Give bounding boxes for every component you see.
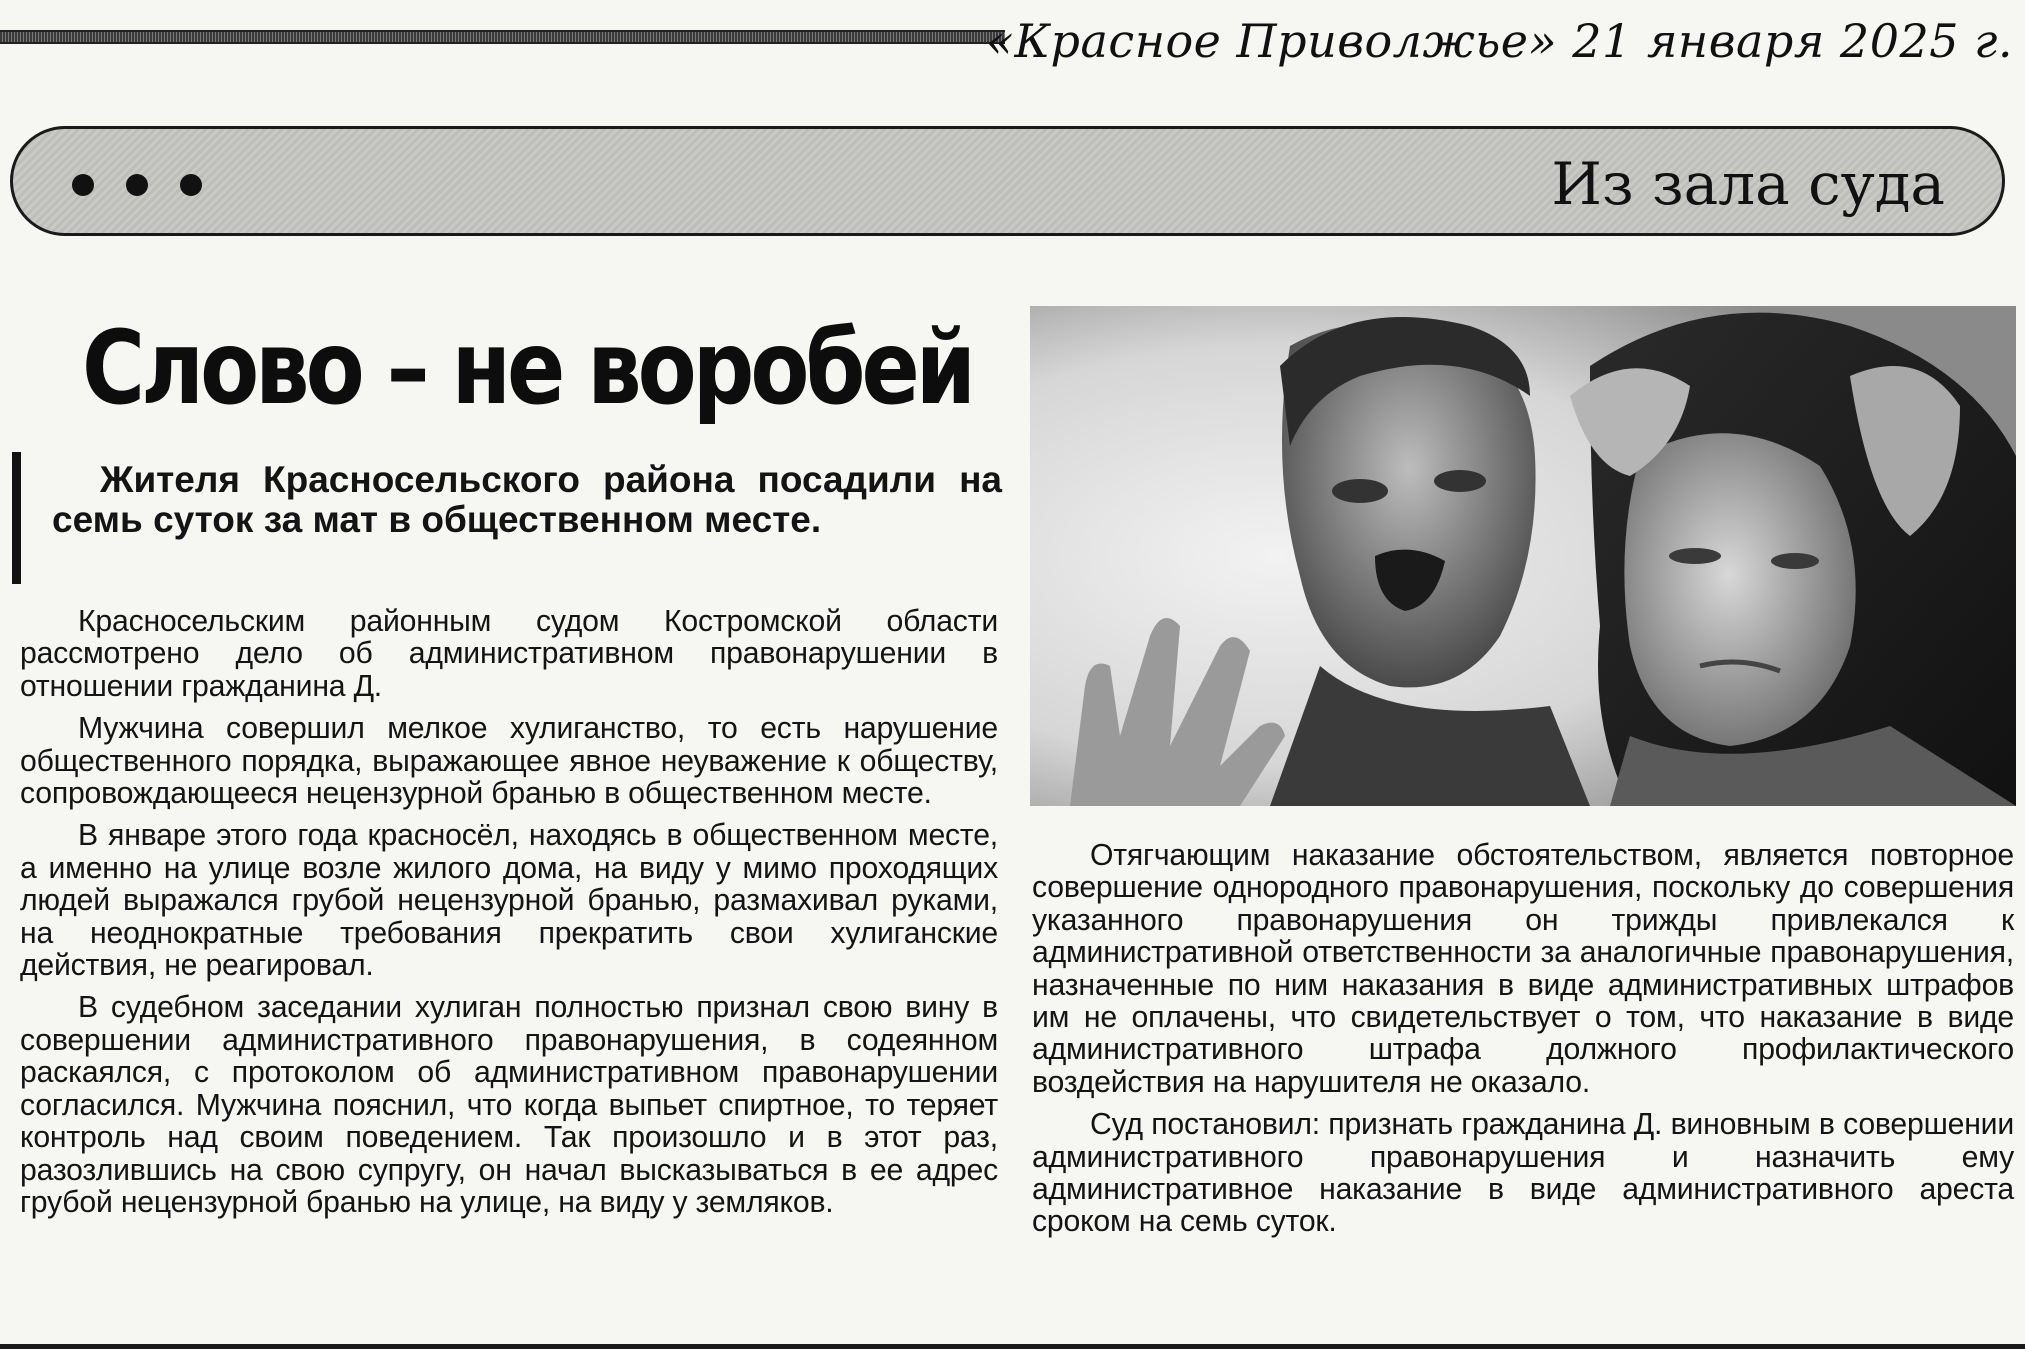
masthead-rule	[0, 30, 1005, 44]
paragraph: В судебном заседании хулиган полностью признал свою вину в совершении административного правонарушения, в содеянном раскаялся, с протоколом об административном правонарушении согласился. Мужчина пояснил, что когда выпьет спиртное, то теряет контроль над своим поведением. Так произошло и в этот раз, разозлившись на свою супругу, он начал высказываться в ее адрес грубой нецензурной бранью на улице, на виду у земляков.	[20, 991, 998, 1219]
three-dots-icon	[72, 174, 202, 196]
article-headline: Слово – не воробей	[82, 309, 973, 428]
photo-illustration	[1030, 306, 2016, 806]
article-column-right	[1032, 840, 2014, 1249]
page-bottom-rule	[0, 1344, 2025, 1349]
paragraph: В январе этого года красносёл, находясь в общественном месте, а именно на улице возле жилого дома, на виду у мимо проходящих людей выражался грубой нецензурной бранью, размахивал руками, на неоднократные требования прекратить свои хулиганские действия, не реагировал.	[20, 819, 998, 983]
paragraph: Мужчина совершил мелкое хулиганство, то есть нарушение общественного порядка, выражающее явное неуважение к обществу, сопровождающееся нецензурной бранью в общественном месте.	[20, 712, 998, 811]
lead-marker	[12, 452, 21, 584]
rubric-label: Из зала суда	[1551, 150, 1945, 218]
masthead: «Красное Приволжье» 21 января 2025 г.	[985, 14, 2013, 68]
article-column-left	[20, 606, 998, 1229]
paragraph: Отягчающим наказание обстоятельством, является повторное совершение однородного правонарушения, поскольку до совершения указанного правонарушения он трижды привлекался к административной ответственности за аналогичные правонарушения, назначенные по ним наказания в виде административных штрафов им не оплачены, что свидетельствует о том, что наказание в виде административного штрафа должного профилактического воздействия на нарушителя не оказало.	[1032, 839, 2014, 1099]
paragraph: Суд постановил: признать гражданина Д. виновным в совершении административного правонарушения и назначить ему административное наказание в виде административного ареста сроком на семь суток.	[1032, 1108, 2014, 1239]
article-photo	[1030, 306, 2016, 806]
article-lead: Жителя Красносельского района посадили на семь суток за мат в общественном месте.	[52, 459, 1002, 540]
paragraph: Красносельским районным судом Костромской области рассмотрено дело об административном правонарушении в отношении гражданина Д.	[20, 605, 998, 703]
